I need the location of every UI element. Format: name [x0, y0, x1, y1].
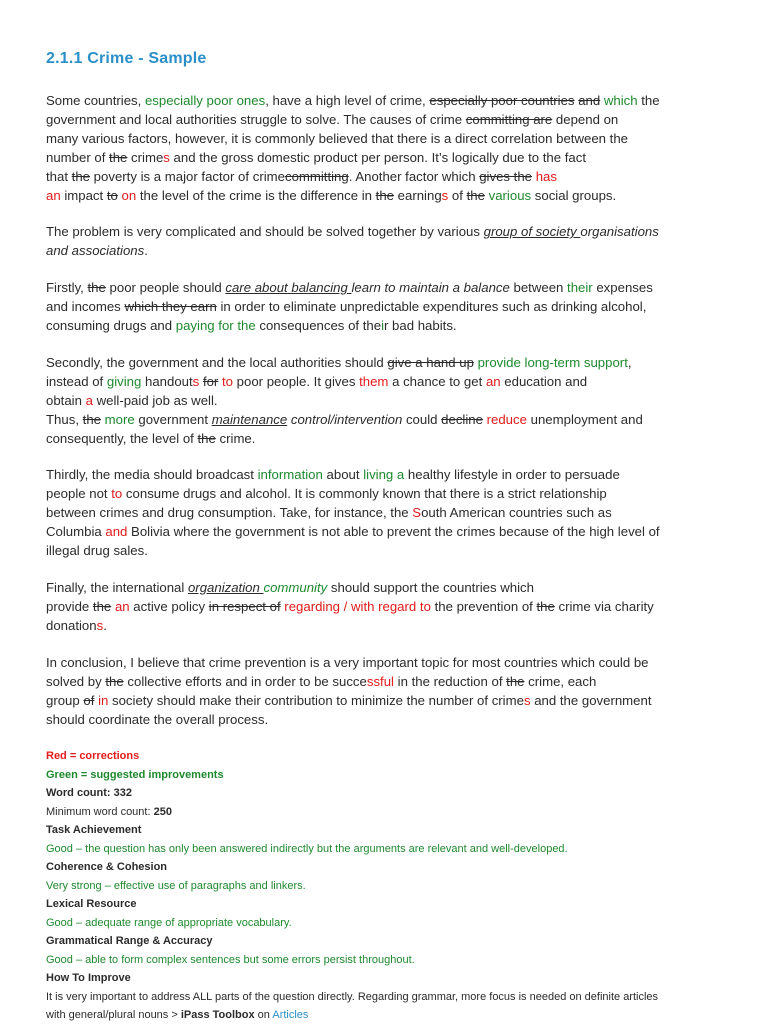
text-segment: Thirdly, the media should broadcast	[46, 467, 258, 482]
text-segment: ,	[627, 355, 632, 370]
essay-paragraph	[46, 354, 726, 449]
text-segment: healthy lifestyle in order to persuade	[404, 467, 620, 482]
deleted-text: the	[92, 598, 112, 614]
correction-text: in	[98, 692, 109, 708]
bold-text: Task Achievement	[46, 824, 142, 836]
essay-line	[46, 542, 726, 561]
text-segment: government	[134, 411, 212, 427]
deleted-text: which they earn	[124, 298, 217, 314]
text-segment: instead of	[46, 373, 107, 389]
deleted-text: the	[87, 280, 106, 295]
feedback-line	[46, 858, 736, 877]
deleted-text: in respect of	[208, 598, 281, 614]
text-segment: consequently, the level of	[46, 430, 198, 446]
text-segment: government and local authorities struggle to solve. The causes of crime	[46, 111, 466, 127]
text-segment: illegal drug sales.	[46, 542, 148, 558]
text-segment: should support the countries which	[327, 580, 534, 595]
essay-line	[46, 298, 726, 317]
text-segment: social groups.	[531, 187, 617, 203]
essay-paragraph	[46, 92, 726, 205]
text-segment: depend on	[552, 111, 619, 127]
improvement-text: information	[257, 467, 323, 482]
text-segment: consuming drugs and	[46, 317, 176, 333]
text-segment: Thus,	[46, 411, 83, 427]
improvement-text: giving	[106, 373, 142, 389]
improvement-text: Good – able to form complex sentences but some errors persist throughout.	[46, 953, 415, 966]
text-segment: in the reduction of	[393, 673, 507, 689]
bold-text: How To Improve	[46, 972, 131, 984]
essay-line	[46, 654, 726, 673]
correction-text: to	[222, 373, 233, 389]
text-segment: unemployment and	[526, 411, 643, 427]
deleted-text: committing	[284, 168, 349, 184]
text-segment: Some countries,	[46, 93, 145, 108]
correction-text: regarding / with regard to	[284, 598, 431, 614]
correction-text: S	[412, 504, 422, 520]
improvement-text: Very strong – effective use of paragraphs and linkers.	[46, 879, 306, 892]
essay-line	[46, 504, 726, 523]
text-segment: It is very important to address ALL parts of the question directly. Regarding grammar, more focus is needed on definite articles	[46, 990, 659, 1003]
text-segment: the	[637, 93, 660, 108]
bold-text: Word count: 332	[46, 787, 132, 799]
essay-line	[46, 466, 726, 485]
improvement-text: more	[104, 411, 135, 427]
text-segment: .	[144, 242, 148, 258]
text-segment: and the gross domestic product per person. It’s logically due to the fact	[169, 149, 587, 165]
feedback-line	[46, 747, 736, 766]
essay-line	[46, 111, 726, 130]
improvement-text: especially poor ones	[144, 93, 266, 108]
essay-line	[46, 711, 726, 730]
feedback-line	[46, 877, 736, 896]
essay-line	[46, 617, 726, 636]
text-segment: impact	[60, 187, 107, 203]
correction-text: Red = corrections	[46, 750, 140, 762]
bold-text: Coherence & Cohesion	[46, 861, 168, 873]
feedback-line	[46, 914, 736, 933]
text-segment: of	[448, 187, 467, 203]
deleted-text: for	[202, 373, 219, 389]
improvement-text: Good – the question has only been answered indirectly but the arguments are relevant and well-developed.	[46, 842, 568, 855]
essay-line	[46, 579, 726, 598]
text-segment: society should make their contribution to minimize the number of crime	[108, 692, 524, 708]
underlined-text: organization	[187, 580, 264, 595]
text-segment: consequences of the	[255, 317, 382, 333]
essay-line	[46, 692, 726, 711]
deleted-text: the	[375, 187, 394, 203]
essay-paragraph	[46, 223, 726, 261]
text-segment: r bad habits.	[384, 317, 457, 333]
essay-paragraph	[46, 579, 726, 636]
deleted-text: the	[71, 168, 91, 184]
deleted-text: gives the	[479, 168, 533, 184]
deleted-text: the	[197, 430, 216, 446]
feedback-line	[46, 766, 736, 785]
feedback-notes	[46, 747, 736, 1025]
text-segment: and associations	[46, 242, 145, 258]
text-segment: crime via charity	[554, 598, 654, 614]
correction-text: an	[114, 598, 130, 614]
essay-line	[46, 130, 726, 149]
essay-paragraph	[46, 466, 726, 561]
text-segment: and the government	[530, 692, 652, 708]
feedback-line	[46, 803, 736, 822]
feedback-line	[46, 969, 736, 988]
essay-line	[46, 242, 726, 261]
feedback-line	[46, 784, 736, 803]
text-segment: between	[509, 280, 568, 295]
improvement-text: their	[567, 280, 593, 295]
correction-text: s	[96, 617, 104, 633]
feedback-line	[46, 1006, 736, 1025]
improvement-text: various	[488, 187, 532, 203]
improvement-text: i	[381, 317, 384, 333]
text-segment: collective efforts and in order to be succe	[123, 673, 367, 689]
text-segment: organisations	[580, 224, 659, 239]
text-segment: could	[402, 411, 442, 427]
essay-line	[46, 673, 726, 692]
correction-text: an	[46, 187, 61, 203]
feedback-line	[46, 951, 736, 970]
text-segment: Minimum word count:	[46, 805, 154, 818]
improvement-text: which	[603, 93, 638, 108]
deleted-text: the	[536, 598, 555, 614]
text-segment: expenses	[592, 280, 653, 295]
text-segment: provide	[46, 598, 93, 614]
correction-text: on	[121, 187, 137, 203]
text-segment: learn to maintain a balance	[351, 280, 510, 295]
text-segment: obtain	[46, 392, 86, 408]
essay-line	[46, 373, 726, 392]
text-segment: .	[103, 617, 107, 633]
text-segment: Secondly, the government and the local authorities should	[46, 355, 388, 370]
text-segment: control/intervention	[287, 411, 403, 427]
text-segment: crime	[127, 149, 164, 165]
essay-line	[46, 279, 726, 298]
text-segment: poor people should	[105, 280, 226, 295]
feedback-line	[46, 840, 736, 859]
correction-text: to	[111, 485, 123, 501]
essay-line	[46, 92, 726, 111]
feedback-line	[46, 895, 736, 914]
text-segment: crime, each	[524, 673, 597, 689]
text-segment: The problem is very complicated and should be solved together by various	[46, 224, 484, 239]
correction-text: and	[105, 523, 128, 539]
deleted-text: to	[106, 187, 118, 203]
text-segment: that	[46, 168, 72, 184]
essay-line	[46, 523, 726, 542]
text-segment: should coordinate the overall process.	[46, 711, 269, 727]
essay-line	[46, 223, 726, 242]
text-segment: about	[322, 467, 364, 482]
text-segment: and incomes	[46, 298, 125, 314]
text-segment: the prevention of	[430, 598, 537, 614]
underlined-text: maintenance	[211, 411, 288, 427]
text-segment: well-paid job as well.	[92, 392, 218, 408]
text-segment: consume drugs and alcohol. It is commonly known that there is a strict relationship	[122, 485, 607, 501]
essay-line	[46, 411, 726, 430]
feedback-line	[46, 988, 736, 1007]
improvement-text: paying for the	[175, 317, 256, 333]
improvement-text: living a	[363, 467, 405, 482]
bold-text: 250	[153, 805, 172, 818]
text-segment: poverty is a major factor of crime	[90, 168, 285, 184]
bold-text: iPass Toolbox	[180, 1009, 255, 1021]
text-segment: Firstly,	[46, 280, 88, 295]
improvement-text: community	[263, 580, 328, 595]
essay-line	[46, 430, 726, 449]
text-segment: earning	[394, 187, 442, 203]
text-segment: many various factors, however, it is commonly believed that there is a direct correlation between the	[46, 130, 628, 146]
deleted-text: and	[578, 93, 601, 108]
feedback-line	[46, 821, 736, 840]
bold-text: Lexical Resource	[46, 898, 137, 910]
text-segment: education and	[500, 373, 588, 389]
underlined-text: care about balancing	[225, 280, 352, 295]
text-segment: poor people. It gives	[233, 373, 360, 389]
correction-text: s	[523, 692, 531, 708]
text-segment: a chance to get	[388, 373, 486, 389]
text-segment: crime.	[215, 430, 256, 446]
articles-link[interactable]: Articles	[272, 1009, 309, 1021]
essay-line	[46, 168, 726, 187]
text-segment: Columbia	[46, 523, 106, 539]
correction-text: s	[441, 187, 449, 203]
page-title: 2.1.1 Crime - Sample	[46, 50, 207, 67]
essay-line	[46, 187, 726, 206]
feedback-line	[46, 932, 736, 951]
deleted-text: committing are	[465, 111, 553, 127]
text-segment: in order to eliminate unpredictable expenditures such as drinking alcohol,	[216, 298, 647, 314]
deleted-text: the	[105, 673, 124, 689]
text-segment: solved by	[46, 673, 106, 689]
deleted-text: the	[466, 187, 485, 203]
essay-line	[46, 392, 726, 411]
correction-text: ssful	[366, 673, 394, 689]
correction-text: a	[85, 392, 93, 408]
text-segment: with general/plural nouns >	[46, 1009, 181, 1021]
deleted-text: the	[506, 673, 525, 689]
text-segment: between crimes and drug consumption. Take, for instance, the	[46, 504, 413, 520]
correction-text: s	[192, 373, 200, 389]
text-segment: Bolivia where the government is not able to prevent the crimes because of the high level of	[127, 523, 660, 539]
improvement-text: Green = suggested improvements	[46, 768, 224, 781]
improvement-text: Good – adequate range of appropriate vocabulary.	[46, 916, 292, 929]
text-segment: In conclusion, I believe that crime prevention is a very important topic for most countries which could be	[46, 655, 649, 670]
deleted-text: the	[82, 411, 101, 427]
text-segment: donation	[46, 617, 97, 633]
text-segment: Finally, the international	[46, 580, 188, 595]
bold-text: Grammatical Range & Accuracy	[46, 935, 213, 947]
text-segment: on	[254, 1009, 273, 1021]
essay-line	[46, 317, 726, 336]
correction-text: an	[485, 373, 501, 389]
essay-line	[46, 598, 726, 617]
essay-line	[46, 149, 726, 168]
text-segment: outh American countries such as	[421, 504, 612, 520]
deleted-text: especially poor countries	[429, 93, 575, 108]
deleted-text: of	[83, 692, 95, 708]
text-segment: , have a high level of crime,	[265, 93, 430, 108]
text-segment: handout	[141, 373, 193, 389]
text-segment: number of	[46, 149, 110, 165]
text-segment: people not	[46, 485, 112, 501]
essay-line	[46, 485, 726, 504]
text-segment: the level of the crime is the difference in	[136, 187, 376, 203]
deleted-text: decline	[441, 411, 483, 427]
text-segment: . Another factor which	[348, 168, 480, 184]
correction-text: s	[163, 149, 170, 165]
correction-text: them	[359, 373, 389, 389]
underlined-text: group of society	[483, 224, 581, 239]
essay-paragraph	[46, 654, 726, 730]
correction-text: has	[535, 168, 557, 184]
text-segment: active policy	[129, 598, 209, 614]
deleted-text: the	[109, 149, 128, 165]
essay-paragraph	[46, 279, 726, 336]
correction-text: reduce	[486, 411, 527, 427]
essay-line	[46, 354, 726, 373]
deleted-text: give a hand up	[387, 355, 474, 370]
text-segment: group	[46, 692, 84, 708]
improvement-text: provide long-term support	[477, 355, 628, 370]
